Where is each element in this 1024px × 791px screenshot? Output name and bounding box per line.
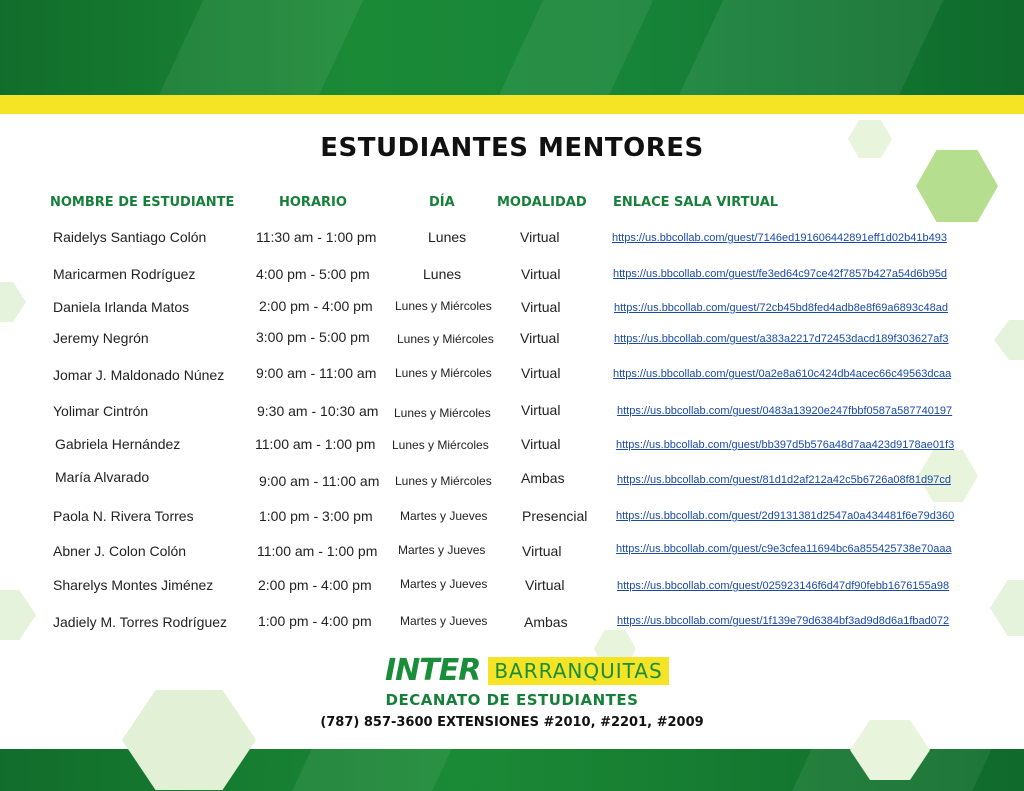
column-header-name: NOMBRE DE ESTUDIANTE [50, 195, 235, 210]
day: Lunes [428, 229, 467, 245]
column-header-link: ENLACE SALA VIRTUAL [613, 195, 779, 210]
student-name: Raidelys Santiago Colón [53, 229, 207, 245]
student-name: Maricarmen Rodríguez [53, 266, 196, 282]
student-name: Daniela Irlanda Matos [53, 299, 190, 315]
student-name: María Alvarado [55, 469, 150, 485]
modality: Virtual [521, 436, 561, 452]
virtual-room-link[interactable]: https://us.bbcollab.com/guest/025923146f6d47df90febb1676155a98 [617, 580, 950, 592]
page-title: ESTUDIANTES MENTORES [320, 133, 704, 163]
yellow-stripe [0, 95, 1024, 114]
day: Lunes [423, 266, 462, 282]
hexagon-decoration [0, 590, 36, 640]
modality: Ambas [521, 470, 565, 486]
modality: Virtual [521, 365, 561, 381]
column-header-schedule: HORARIO [279, 195, 347, 210]
schedule: 3:00 pm - 5:00 pm [256, 329, 370, 345]
department-name: DECANATO DE ESTUDIANTES [385, 691, 639, 709]
column-header-mode: MODALIDAD [497, 195, 587, 210]
modality: Virtual [520, 330, 560, 346]
student-name: Abner J. Colon Colón [53, 543, 187, 559]
virtual-room-link[interactable]: https://us.bbcollab.com/guest/0a2e8a610c424db4acec66c49563dcaa [613, 368, 952, 380]
virtual-room-link[interactable]: https://us.bbcollab.com/guest/a383a2217d72453dacd189f303627af3 [614, 333, 949, 345]
virtual-room-link[interactable]: https://us.bbcollab.com/guest/c9e3cfea11694bc6a855425738e70aaa [616, 543, 952, 555]
day: Lunes y Miércoles [397, 332, 494, 346]
virtual-room-link[interactable]: https://us.bbcollab.com/guest/0483a13920e247fbbf0587a587740197 [617, 405, 953, 417]
schedule: 9:00 am - 11:00 am [259, 473, 380, 489]
hexagon-decoration [0, 282, 26, 322]
schedule: 11:00 am - 1:00 pm [257, 543, 378, 559]
virtual-room-link[interactable]: https://us.bbcollab.com/guest/7146ed191606442891eff1d02b41b493 [612, 232, 947, 244]
day: Martes y Jueves [400, 509, 488, 523]
modality: Virtual [520, 229, 560, 245]
day: Martes y Jueves [398, 543, 486, 557]
schedule: 11:00 am - 1:00 pm [255, 436, 376, 452]
modality: Virtual [521, 266, 561, 282]
student-name: Gabriela Hernández [55, 436, 181, 452]
schedule: 9:00 am - 11:00 am [256, 365, 377, 381]
student-name: Jeremy Negrón [53, 330, 149, 346]
schedule: 1:00 pm - 4:00 pm [258, 613, 372, 629]
schedule: 2:00 pm - 4:00 pm [259, 298, 373, 314]
day: Lunes y Miércoles [395, 366, 492, 380]
virtual-room-link[interactable]: https://us.bbcollab.com/guest/1f139e79d6384bf3ad9d8d6a1fbad072 [617, 615, 950, 627]
day: Martes y Jueves [400, 577, 488, 591]
modality: Virtual [525, 577, 565, 593]
modality: Virtual [522, 543, 562, 559]
modality: Virtual [521, 299, 561, 315]
schedule: 11:30 am - 1:00 pm [256, 229, 377, 245]
modality: Ambas [524, 614, 568, 630]
day: Lunes y Miércoles [392, 438, 489, 452]
student-name: Sharelys Montes Jiménez [53, 577, 214, 593]
day: Lunes y Miércoles [395, 474, 492, 488]
virtual-room-link[interactable]: https://us.bbcollab.com/guest/72cb45bd8fed4adb8e8f69a6893c48ad [614, 302, 948, 314]
contact-phone: (787) 857-3600 EXTENSIONES #2010, #2201, #2009 [320, 715, 704, 730]
virtual-room-link[interactable]: https://us.bbcollab.com/guest/bb397d5b576a48d7aa423d9178ae01f3 [616, 439, 955, 451]
schedule: 2:00 pm - 4:00 pm [258, 577, 372, 593]
day: Lunes y Miércoles [395, 299, 492, 313]
student-name: Yolimar Cintrón [53, 403, 149, 419]
hexagon-decoration [994, 320, 1024, 360]
logo-campus: BARRANQUITAS [488, 657, 668, 685]
schedule: 4:00 pm - 5:00 pm [256, 266, 370, 282]
top-green-band [0, 0, 1024, 95]
virtual-room-link[interactable]: https://us.bbcollab.com/guest/81d1d2af212a42c5b6726a08f81d97cd [617, 474, 951, 486]
schedule: 9:30 am - 10:30 am [257, 403, 379, 419]
student-name: Jomar J. Maldonado Núnez [53, 367, 225, 383]
student-name: Jadiely M. Torres Rodríguez [53, 614, 228, 630]
virtual-room-link[interactable]: https://us.bbcollab.com/guest/2d9131381d2547a0a434481f6e79d360 [616, 510, 955, 522]
schedule: 1:00 pm - 3:00 pm [259, 508, 373, 524]
inter-barranquitas-logo [385, 655, 669, 687]
hexagon-decoration [990, 580, 1024, 636]
virtual-room-link[interactable]: https://us.bbcollab.com/guest/fe3ed64c97ce42f7857b427a54d6b95d [613, 268, 947, 280]
modality: Presencial [522, 508, 588, 524]
day: Lunes y Miércoles [394, 406, 491, 420]
column-header-day: DÍA [429, 195, 455, 210]
student-name: Paola N. Rivera Torres [53, 508, 194, 524]
modality: Virtual [521, 402, 561, 418]
day: Martes y Jueves [400, 614, 488, 628]
logo-brand: INTER [385, 653, 481, 688]
